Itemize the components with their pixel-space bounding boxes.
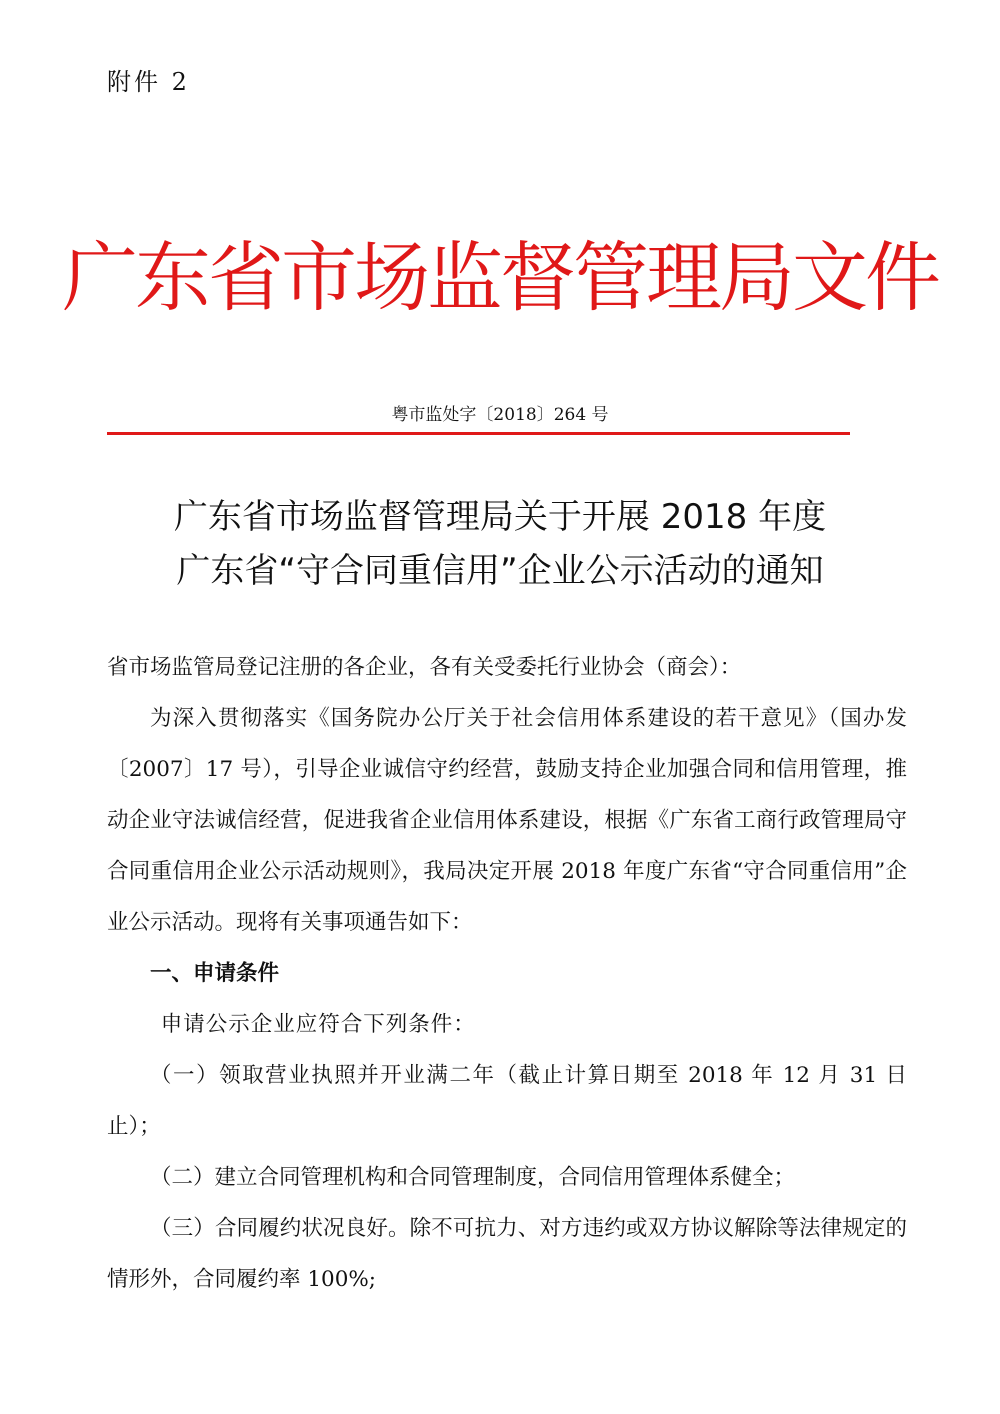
notice-body	[107, 642, 907, 1305]
attachment-label: 附件 2	[107, 68, 190, 96]
addressee: 省市场监管局登记注册的各企业，各有关受委托行业协会（商会）：	[107, 655, 742, 680]
intro-paragraph: 为深入贯彻落实《国务院办公厅关于社会信用体系建设的若干意见》（国办发〔2007〕17 号），引导企业诚信守约经营，鼓励支持企业加强合同和信用管理，推动企业守法诚信经营，促进我省企业信用体系建设，根据《广东省工商行政管理局守合同重信用企业公示活动规则》，我局决定开展 2018 年度广东省“守合同重信用”企业公示活动。现将有关事项通告如下：	[107, 706, 907, 935]
condition-item: （二）建立合同管理机构和合同管理制度，合同信用管理体系健全；	[150, 1165, 796, 1190]
notice-title	[0, 490, 1000, 598]
document-number: 粤市监处字〔2018〕264 号	[391, 405, 609, 425]
red-separator-line	[107, 432, 850, 435]
organization-header: 广东省市场监督管理局文件	[62, 233, 938, 322]
notice-title-line1: 广东省市场监督管理局关于开展 2018 年度	[173, 497, 827, 537]
section-heading: 一、申请条件	[150, 961, 280, 986]
condition-item: （三）合同履约状况良好。除不可抗力、对方违约或双方协议解除等法律规定的情形外，合同履约率 100%;	[107, 1216, 907, 1292]
condition-item: （一）领取营业执照并开业满二年（截止计算日期至 2018 年 12 月 31 日止）；	[107, 1063, 907, 1139]
section-intro: 申请公示企业应符合下列条件：	[160, 1012, 476, 1037]
notice-title-line2: 广东省“守合同重信用”企业公示活动的通知	[176, 551, 824, 591]
